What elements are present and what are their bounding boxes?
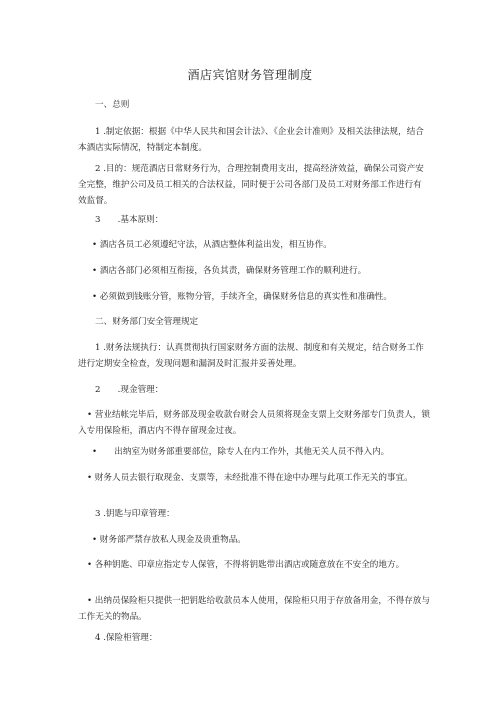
section-heading-security: 二、财务部门安全管理规定: [95, 317, 199, 327]
bullet-item: • 酒店各部门必须相互衔接，各负其责，确保财务管理工作的顺利进行。: [92, 266, 367, 276]
section-heading-general: 一、总则: [95, 100, 130, 110]
bullet-item: • 各种钥匙、印章应指定专人保管，不得将钥匙带出酒店或随意放在不安全的地方。: [87, 560, 405, 570]
bullet-item: • 酒店各员工必须遵纪守法，从酒店整体利益出发，相互协作。: [92, 240, 332, 250]
bullet-item: • 出纳室为财务部重要部位，除专人在内工作外，其他无关人员不得入内。: [92, 447, 390, 457]
bullet-item: • 财务部严禁存放私人现金及贵重物品。: [92, 535, 246, 545]
paragraph-regulations: 1 .财务法规执行：认真贯彻执行国家财务方面的法规、制度和有关规定，结合财务工作进行定期安全检查，发现问题和漏洞及时汇报并妥善处理。: [78, 343, 424, 369]
paragraph-principles: 3 .基本原则：: [95, 215, 164, 225]
document-title: 酒店宾馆财务管理制度: [187, 68, 313, 82]
bullet-item: • 出纳员保险柜只提供一把钥匙给收款员本人使用，保险柜只用于存放备用金，不得存放与工作无关的物品。: [78, 596, 430, 622]
paragraph-purpose: 2 .目的：规范酒店日常财务行为，合理控制费用支出，提高经济效益，确保公司资产安全完整，维护公司及员工相关的合法权益，同时便于公司各部门及员工对财务部工作进行有效监督。: [78, 164, 424, 206]
bullet-item: • 营业结帐完毕后，财务部及现金收款台财会人员须将现金支票上交财务部专门负责人，锁入专用保险柜，酒店内不得存留现金过夜。: [78, 410, 430, 436]
bullet-item: • 财务人员去银行取现金、支票等，未经批准不得在途中办理与此项工作无关的事宜。: [87, 473, 413, 483]
paragraph-safe-management: 4 .保险柜管理：: [95, 633, 158, 643]
paragraph-cash-management: 2 .现金管理：: [95, 385, 164, 395]
paragraph-keys-seals: 3 .钥匙与印章管理：: [95, 509, 175, 519]
paragraph-basis: 1 .制定依据：根据《中华人民共和国会计法》、《企业会计准则》及相关法律法规，结合本酒店实际情况，特制定本制度。: [78, 127, 424, 153]
bullet-item: • 必须做到钱账分管，账物分管，手续齐全，确保财务信息的真实性和准确性。: [92, 292, 392, 302]
